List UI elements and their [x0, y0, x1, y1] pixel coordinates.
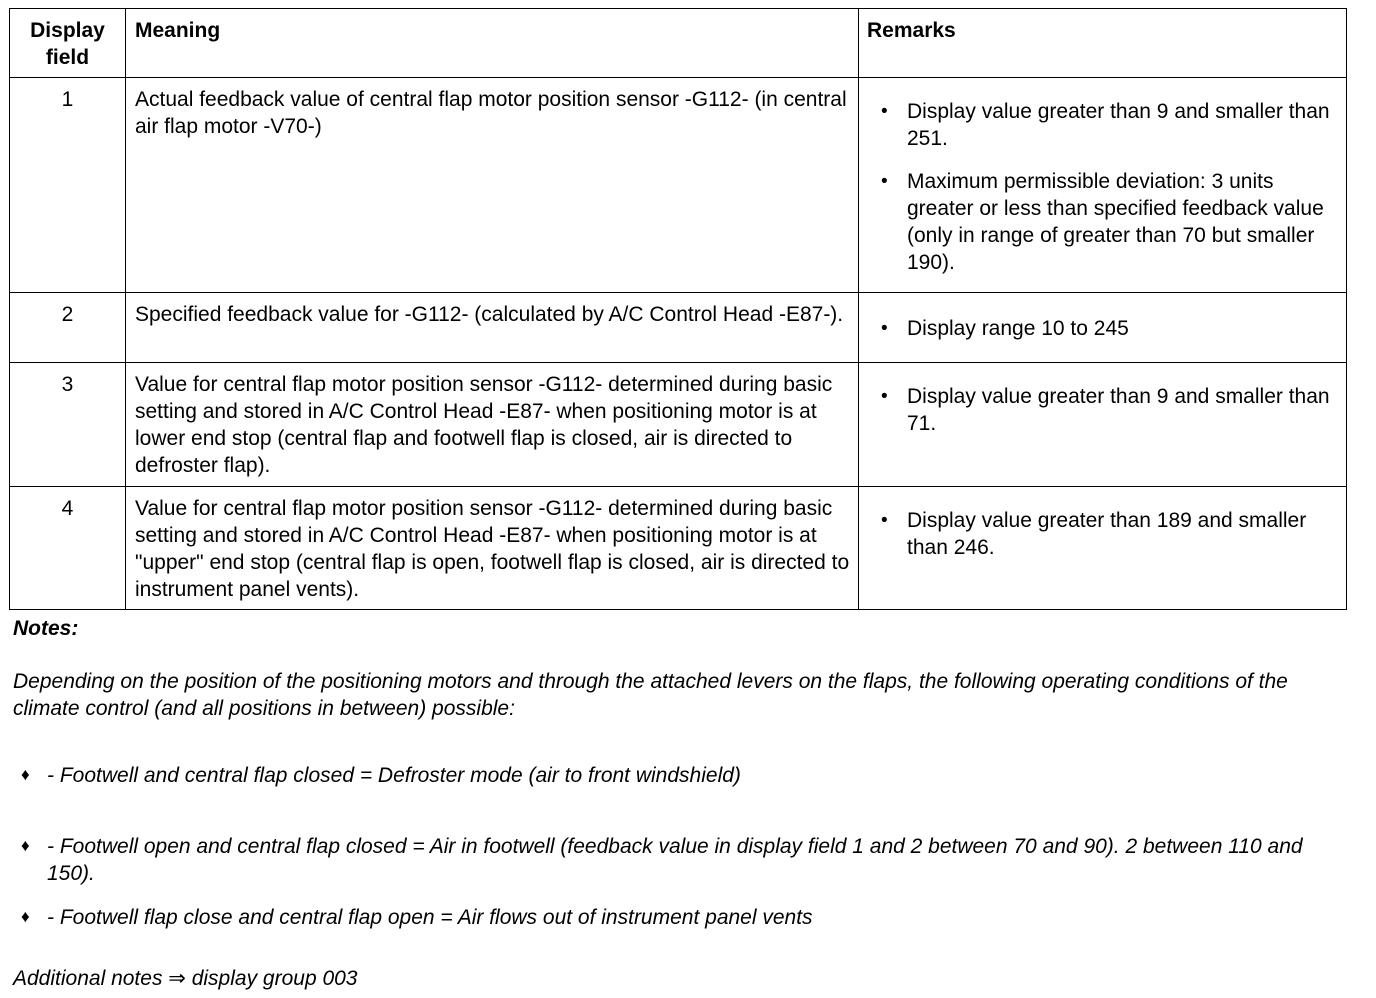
- remark-text: Display value greater than 189 and smaller than 246.: [907, 509, 1307, 559]
- list-item-text: - Footwell and central flap closed = Defroster mode (air to front windshield): [47, 764, 741, 787]
- row-remarks: [859, 363, 1347, 487]
- row-meaning: Specified feedback value for -G112- (calculated by A/C Control Head -E87-).: [126, 293, 859, 363]
- remark-text: Display value greater than 9 and smaller than 251.: [907, 100, 1330, 150]
- row-field: 4: [10, 487, 126, 610]
- remark-item: [881, 383, 1336, 437]
- remark-text: Display range 10 to 245: [907, 317, 1129, 340]
- list-item: [21, 762, 1321, 789]
- bullet-icon: •: [881, 318, 888, 339]
- list-item-text: - Footwell open and central flap closed = Air in footwell (feedback value in display field 1 and 2 between 70 and 90). 2 between 110 and 150).: [47, 835, 1303, 885]
- row-remarks: [859, 78, 1347, 293]
- row-meaning: Value for central flap motor position sensor -G112- determined during basic setting and stored in A/C Control Head -E87- when positioning motor is at "upper" end stop (central flap is open, footwell flap is closed, air is directed to instrument panel vents).: [126, 487, 859, 610]
- bullet-icon: •: [881, 386, 888, 407]
- display-group-table: [9, 8, 1347, 610]
- remark-item: [881, 315, 1336, 342]
- diamond-bullet-icon: ♦: [21, 765, 30, 784]
- row-meaning: Value for central flap motor position sensor -G112- determined during basic setting and stored in A/C Control Head -E87- when positioning motor is at lower end stop (central flap and footwell flap is closed, air is directed to defroster flap).: [126, 363, 859, 487]
- table-header-row: [10, 9, 1347, 78]
- diamond-bullet-icon: ♦: [21, 907, 30, 926]
- list-item-text: - Footwell flap close and central flap open = Air flows out of instrument panel vents: [47, 906, 813, 929]
- table-row: [10, 293, 1347, 363]
- remark-item: [881, 507, 1336, 561]
- header-display-field-text: Display field: [30, 19, 105, 69]
- row-remarks: [859, 293, 1347, 363]
- row-field: 1: [10, 78, 126, 293]
- header-meaning: Meaning: [126, 9, 859, 78]
- diamond-bullet-icon: ♦: [21, 836, 30, 855]
- bullet-icon: •: [881, 101, 888, 122]
- remark-item: [881, 168, 1336, 276]
- remark-item: [881, 98, 1336, 152]
- list-item: [21, 833, 1321, 887]
- bullet-icon: •: [881, 510, 888, 531]
- row-field: 2: [10, 293, 126, 363]
- table-row: [10, 363, 1347, 487]
- row-field: 3: [10, 363, 126, 487]
- bullet-icon: •: [881, 171, 888, 192]
- table-row: [10, 78, 1347, 293]
- header-remarks: Remarks: [859, 9, 1347, 78]
- row-meaning: Actual feedback value of central flap motor position sensor -G112- (in central air flap motor -V70-): [126, 78, 859, 293]
- table-row: [10, 487, 1347, 610]
- list-item: [21, 904, 1321, 931]
- additional-notes-link[interactable]: Additional notes ⇒ display group 003: [13, 967, 358, 990]
- notes-title: Notes:: [13, 617, 79, 640]
- notes-paragraph: Depending on the position of the positioning motors and through the attached levers on the flaps, the following operating conditions of the climate control (and all positions in between) possible:: [13, 670, 1288, 720]
- header-display-field: [10, 9, 126, 78]
- remark-text: Display value greater than 9 and smaller than 71.: [907, 385, 1330, 435]
- remark-text: Maximum permissible deviation: 3 units greater or less than specified feedback value (only in range of greater than 70 but smaller 190).: [907, 170, 1324, 274]
- row-remarks: [859, 487, 1347, 610]
